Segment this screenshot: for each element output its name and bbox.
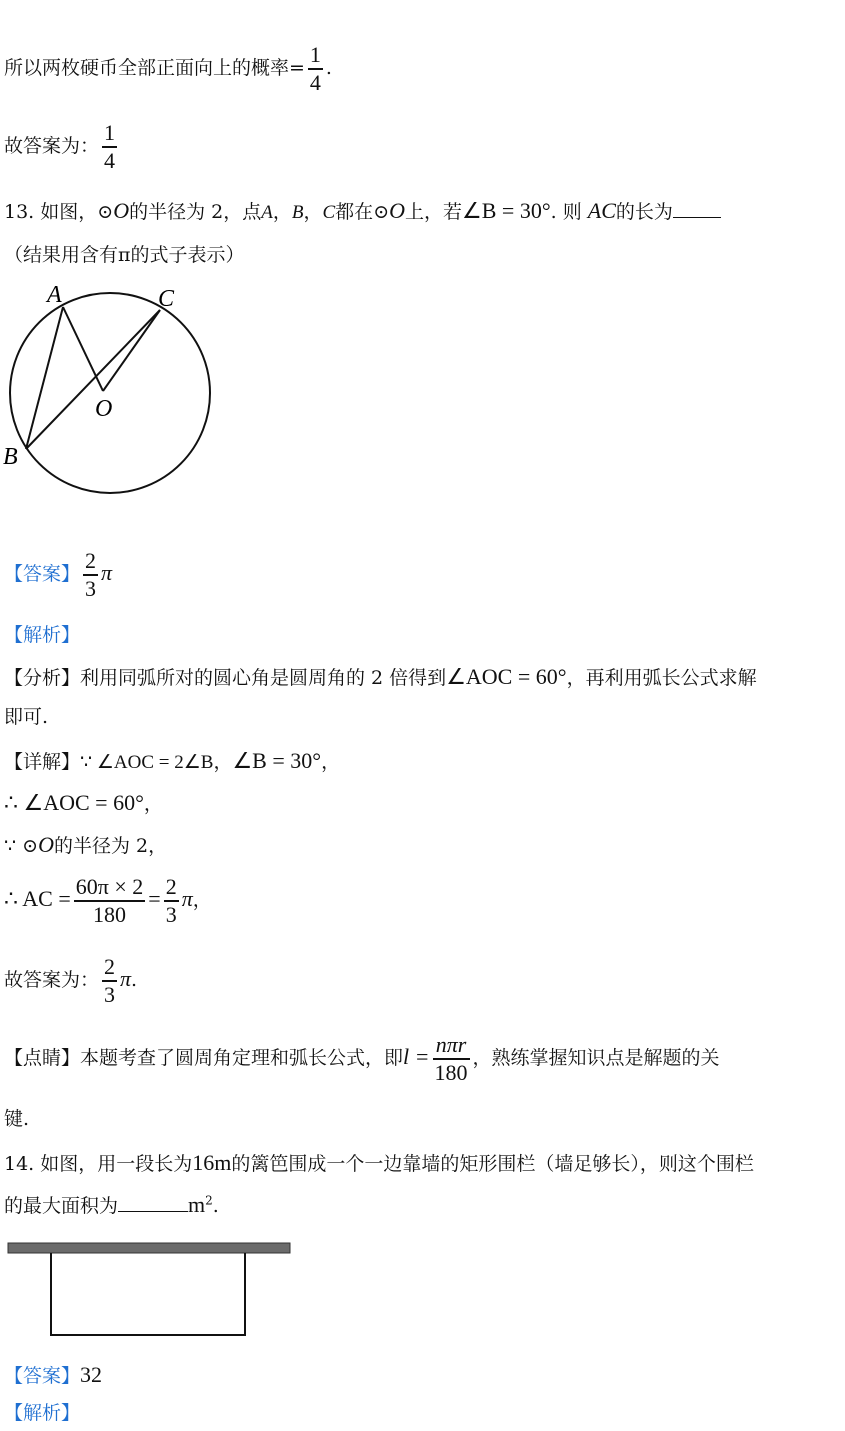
q13-stem-line1: 13. 如图，⊙O的半径为 2，点A，B，C都在⊙O上，若∠B = 30°. 则 AC的长为 [4,200,721,222]
q13-dianjing-line2: 键. [4,1108,30,1130]
prev-answer-line: 故答案为： $\frac{1}{4}$ [4,120,116,173]
q14-analysis-tag: 【解析】 [4,1402,81,1424]
q14-answer: 【答案】32 [4,1362,103,1387]
q13-fenxi-line1: 【分析】利用同弧所对的圆心角是圆周角的 2 倍得到∠AOC = 60°，再利用弧长公式求解 [4,664,757,689]
circle-figure [0,280,230,500]
q13-xiangjie-line3: ∵ ⊙O的半径为 2， [4,832,168,857]
arc-AC: AC [587,198,616,223]
chord-BC [26,310,160,449]
radius-OC [103,310,160,391]
answer-blank [118,1195,188,1212]
label-O: O [95,396,113,422]
fraction: $\frac{2}{3}$ [165,874,177,927]
q13-xiangjie-line4: ∴ AC = $\frac{60\pi \times 2}{180}$ = $\frac{2}{3}$ π， [4,874,212,927]
wall [8,1243,290,1253]
answer-blank [673,201,721,218]
fraction: $\frac{2}{3}$ [104,954,116,1007]
fraction: $\frac{1}{4}$ [309,42,321,95]
radius-OA [63,307,103,391]
q14-stem-line2: 的最大面积为 $m^2$. [4,1192,219,1217]
q14-stem-line1: 14. 如图，用一段长为16m的篱笆围成一个一边靠墙的矩形围栏（墙足够长），则这个围栏 [4,1150,754,1175]
q13-answer: 【答案】 $\frac{2}{3}$ π [4,548,113,601]
q13-dianjing-line1: 【点睛】本题考查了圆周角定理和弧长公式，即l = $\frac{\text{nπr}}{180}$ ，熟练掌握知识点是解题的关 [4,1032,720,1085]
fence-figure [0,1236,300,1342]
label-C: C [158,286,175,312]
chord-AB [26,307,63,449]
q13-answer-line2: 故答案为： $\frac{2}{3}$ π. [4,954,138,1007]
answer-tag: 【答案】 [4,1365,81,1387]
label-B: B [3,444,18,470]
fraction: $\frac{1}{4}$ [104,120,116,173]
label-A: A [47,282,62,308]
q13-fenxi-line2: 即可. [4,706,49,728]
fraction: $\frac{60\pi \times 2}{180}$ [75,874,144,927]
q13-stem-line2: （结果用含有π的式子表示） [4,244,245,266]
q13-xiangjie-line1: 【详解】∵ ∠AOC = 2∠B，∠B = 30°， [4,748,341,773]
q13-xiangjie-line2: ∴ ∠AOC = 60°， [4,790,163,815]
answer-tag: 【答案】 [4,562,81,585]
prev-probability-line: 所以两枚硬币全部正面向上的概率= $\frac{1}{4}$ . [4,42,332,95]
q13-analysis-tag: 【解析】 [4,624,81,646]
fraction: $\frac{2}{3}$ [85,548,97,601]
fraction: $\frac{\text{nπr}}{180}$ [434,1032,468,1085]
rectangle-fence [51,1253,245,1335]
